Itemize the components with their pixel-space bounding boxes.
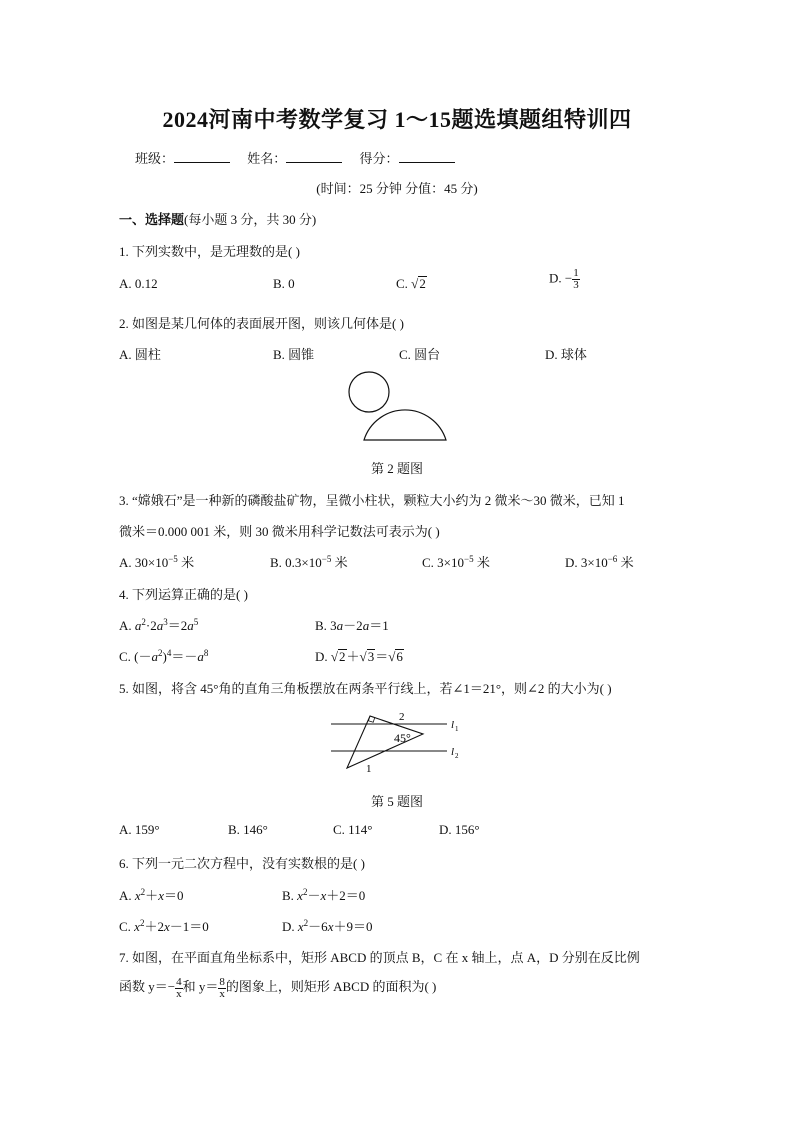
q5-stem: 5. 如图，将含 45°角的直角三角板摆放在两条平行线上，若∠1＝21°，则∠2 的大小为( ) — [119, 681, 612, 696]
q7-mid: 和 y＝ — [182, 979, 219, 994]
q3-a-base: A. 30×10 — [119, 555, 169, 570]
q3-stem-line2: 微米＝0.000 001 米，则 30 微米用科学记数法可表示为( ) — [119, 524, 440, 539]
q2-sector — [364, 410, 446, 440]
q2-option-c[interactable]: C. 圆台 — [399, 347, 441, 362]
q2-circle — [349, 372, 389, 412]
q1-c-prefix: C. — [396, 276, 412, 291]
section-heading — [119, 209, 316, 228]
q2-option-d[interactable]: D. 球体 — [545, 347, 587, 362]
page-title: 2024河南中考数学复习 1～15题选填题组特训四 — [162, 107, 632, 132]
section-title: 一、选择题 — [119, 212, 185, 227]
q3-a-exp: −5 — [168, 554, 178, 564]
section-note: (每小题 3 分，共 30 分) — [184, 212, 317, 227]
q1-option-b[interactable]: B. 0 — [273, 276, 295, 291]
class-label: 班级： — [135, 151, 175, 166]
q2-stem: 2. 如图是某几何体的表面展开图，则该几何体是( ) — [119, 316, 404, 331]
q7-fraction-2 — [218, 977, 226, 1000]
q2-figure — [340, 368, 460, 448]
header-fields — [135, 148, 469, 167]
sqrt-symbol: √2 — [411, 276, 426, 291]
q6-option-c[interactable]: C. $x^2+2x-1=0$ — [119, 918, 209, 934]
q1-stem: 1. 下列实数中，是无理数的是( ) — [119, 244, 300, 259]
time-info: (时间：25 分钟 分值：45 分) — [316, 181, 478, 196]
q1-option-d[interactable] — [549, 268, 580, 291]
q3-b-base: B. 0.3×10 — [270, 555, 322, 570]
q3-c-exp: −5 — [464, 554, 474, 564]
q6-option-a[interactable]: A. $x^2+x=0$ — [119, 887, 184, 903]
q3-stem-line1: 3. “嫦娥石”是一种新的磷酸盐矿物，呈微小柱状，颗粒大小约为 2 微米～30 微米，已知 1 — [119, 493, 625, 508]
name-blank[interactable] — [286, 150, 342, 163]
q3-c-unit: 米 — [473, 555, 490, 570]
q5-option-b[interactable]: B. 146° — [228, 822, 268, 837]
angle-45-label: 45° — [394, 731, 411, 745]
q7-f2-den: x — [219, 987, 225, 1000]
q3-d-unit: 米 — [617, 555, 634, 570]
angle-1-label: 1 — [366, 763, 372, 775]
q3-b-exp: −5 — [321, 554, 332, 564]
q3-a-unit: 米 — [177, 555, 195, 570]
q2-option-a[interactable]: A. 圆柱 — [119, 347, 161, 362]
score-label: 得分： — [359, 151, 399, 166]
q2-caption: 第 2 题图 — [370, 461, 423, 476]
q6-option-b[interactable]: B. $x^2-x+2=0$ — [282, 887, 366, 903]
q1-d-den: 3 — [573, 279, 579, 291]
q7-f2-num: 8 — [219, 975, 225, 988]
score-blank[interactable] — [399, 150, 455, 163]
l1-subscript: 1 — [455, 725, 459, 733]
q6-stem: 6. 下列一元二次方程中，没有实数根的是( ) — [119, 856, 365, 871]
q3-option-a[interactable] — [119, 552, 194, 571]
q3-b-unit: 米 — [331, 555, 348, 570]
q4-option-d[interactable]: D. √2＋√3＝√6 — [315, 649, 403, 664]
q5-option-d[interactable]: D. 156° — [439, 822, 480, 837]
q1-option-c[interactable] — [396, 276, 427, 292]
q7-f1-num: 4 — [176, 975, 182, 988]
q4-stem: 4. 下列运算正确的是( ) — [119, 587, 248, 602]
l2-subscript: 2 — [455, 752, 459, 760]
angle-2-label: 2 — [399, 711, 405, 723]
q1-d-prefix: D. − — [549, 270, 573, 286]
q7-fraction-1 — [175, 977, 183, 1000]
name-label: 姓名： — [247, 151, 287, 166]
q3-d-exp: −6 — [607, 554, 618, 564]
q3-d-base: D. 3×10 — [565, 555, 608, 570]
q1-c-radicand: 2 — [419, 276, 426, 291]
q5-caption: 第 5 题图 — [370, 794, 423, 809]
q6-option-d[interactable]: D. $x^2-6x+9=0$ — [282, 918, 373, 934]
q2-option-b[interactable]: B. 圆锥 — [273, 347, 315, 362]
q5-figure — [325, 706, 475, 778]
q5-option-a[interactable]: A. 159° — [119, 822, 160, 837]
q3-option-d[interactable] — [565, 552, 634, 571]
q4-option-a[interactable]: A. $a^2\cdot 2a^3=2a^5$ — [119, 617, 199, 633]
l1-label: l — [451, 719, 455, 731]
q7-stem-line1: 7. 如图，在平面直角坐标系中，矩形 ABCD 的顶点 B，C 在 x 轴上，点 A，D 分别在反比例 — [119, 950, 640, 965]
q1-d-num: 1 — [573, 267, 579, 279]
class-blank[interactable] — [174, 150, 230, 163]
q1-option-a[interactable]: A. 0.12 — [119, 276, 158, 291]
q7-prefix: 函数 y＝− — [119, 979, 176, 994]
l2-label: l — [451, 746, 455, 758]
q7-stem-line2 — [119, 976, 436, 1000]
q7-suffix: 的图象上，则矩形 ABCD 的面积为( ) — [225, 979, 437, 994]
q3-c-base: C. 3×10 — [422, 555, 465, 570]
q3-option-c[interactable] — [422, 552, 490, 571]
q4-option-c[interactable]: C. $(-a^2)^4=-a^8$ — [119, 648, 209, 664]
q4-option-b[interactable]: B. 3a－2a＝1 — [315, 618, 389, 633]
q3-option-b[interactable] — [270, 552, 348, 571]
q7-f1-den: x — [176, 987, 182, 1000]
q1-d-fraction — [572, 268, 580, 291]
q5-option-c[interactable]: C. 114° — [333, 822, 373, 837]
